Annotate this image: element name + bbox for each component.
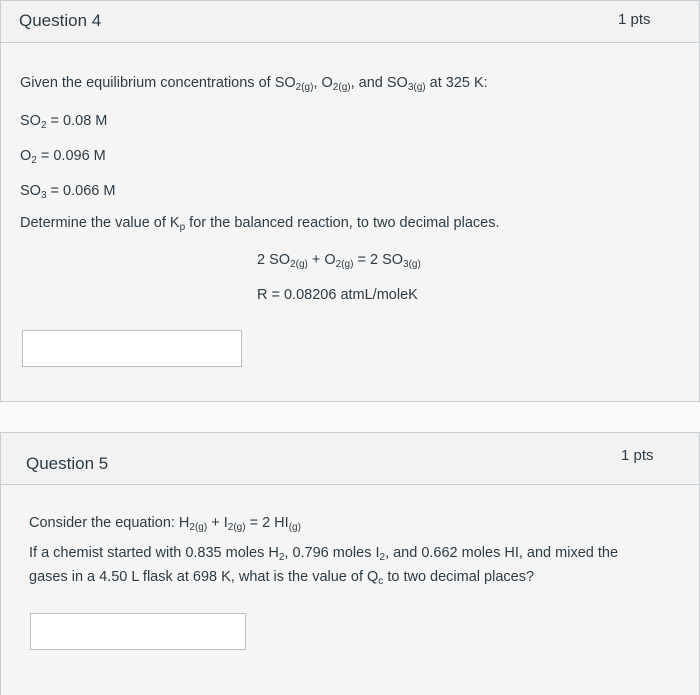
question-5-card [0, 432, 700, 695]
concentration-so3: $SO_3 = 0.066$ M [20, 183, 116, 201]
question-4-title: Question 4 [19, 11, 102, 30]
question-5-title: Question 5 [26, 454, 109, 473]
question-4-header [1, 1, 699, 43]
question-5-points: 1 pts [621, 447, 654, 464]
question-5-text-line-2: gases in a 4.50 L flask at 698 K, what is the value of $Q_c$ to two decimal places? [29, 569, 535, 587]
question-5-header [1, 433, 699, 485]
question-4-instruction: Determine the value of $K_p$ for the balanced reaction, to two decimal places. [20, 215, 500, 233]
concentration-o2: $O_2 = 0.096$ M [20, 148, 106, 166]
question-4-points: 1 pts [618, 11, 651, 28]
balanced-reaction: 2 $SO_{2(g)} + O_{2(g)} = 2$ $SO_{3(g)}$ [257, 252, 421, 270]
question-5-equation: Consider the equation: $H_{2(g)} + I_{2(g)} = 2$ $HI_{(g)}$ [29, 515, 301, 533]
question-4-answer-input[interactable] [22, 330, 242, 367]
question-5-answer-input[interactable] [30, 613, 246, 650]
question-5-text-line-1: If a chemist started with 0.835 moles $H_2$, 0.796 moles $I_2$, and 0.662 moles HI, and mixed the [29, 545, 619, 563]
concentration-so2: $SO_2 = 0.08$ M [20, 113, 108, 131]
gas-constant: R = 0.08206 atmL/moleK [257, 287, 418, 303]
question-4-intro: Given the equilibrium concentrations of $SO_{2(g)}$, $O_{2(g)}$, and $SO_{3(g)}$ at 325 K: [20, 75, 488, 93]
